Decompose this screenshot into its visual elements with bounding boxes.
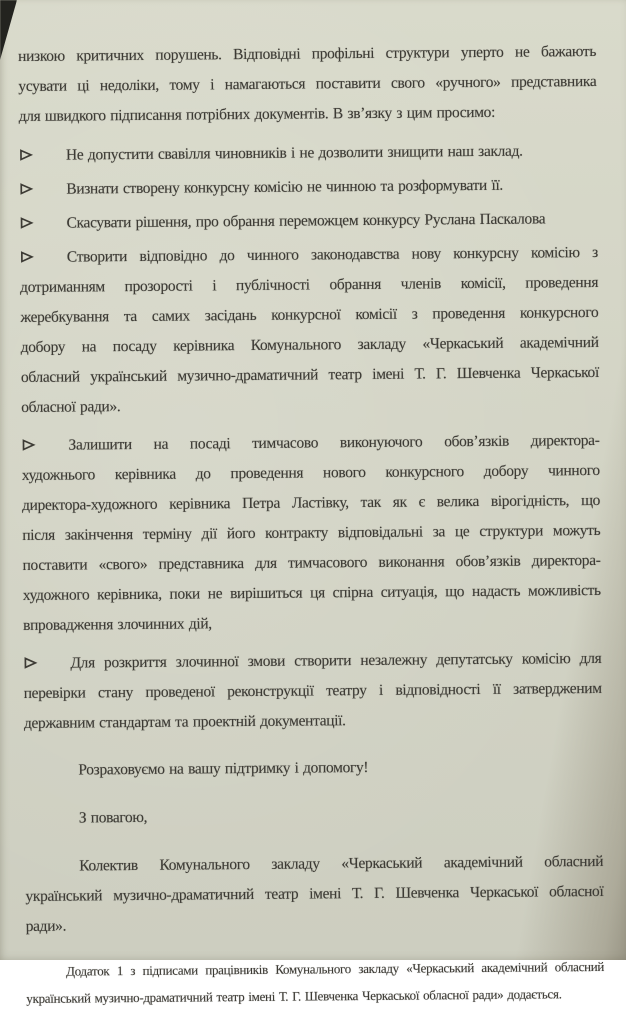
- paragraph: [21, 426, 601, 641]
- text-line: Колектив Комунального закладу «Черкаський академічний обласний: [25, 847, 603, 882]
- bullet-arrow-icon: [23, 650, 70, 680]
- text-line: низкою критичних порушень. Відповідні профільні структури уперто не бажають: [18, 37, 596, 72]
- paragraph: [24, 751, 602, 786]
- document-text: [18, 37, 604, 1012]
- text-line: Додаток 1 з підписами працівників Комунального закладу «Черкаський академічний обласний: [26, 953, 604, 985]
- paragraph: [25, 799, 603, 834]
- text-line: З повагою,: [25, 799, 603, 834]
- bullet-arrow-icon: [19, 210, 66, 240]
- text-line: український музично-драматичний театр імені Т. Г. Шевченка Черкаської обласної ради» додається.: [26, 980, 604, 1012]
- bullet-arrow-icon: [20, 244, 67, 274]
- text-line: український музично-драматичний театр імені Т. Г. Шевченка Черкаської обласної: [25, 877, 603, 912]
- text-line: добору на посаду керівника Комунального закладу «Черкаський академічний: [21, 328, 599, 363]
- text-line: Розраховуємо на вашу підтримку і допомогу!: [24, 751, 602, 786]
- text-line: обласний український музично-драматичний театр імені Т. Г. Шевченка Черкаської: [21, 358, 599, 393]
- paragraph: [19, 136, 597, 171]
- bullet-arrow-icon: [19, 176, 66, 206]
- bullet-arrow-icon: [21, 432, 68, 462]
- paragraph: [23, 644, 602, 739]
- text-line: жеребкування та самих засідань конкурсної комісії з проведення конкурсного: [20, 298, 598, 333]
- text-line: усувати ці недоліки, тому і намагаються поставити свого «ручного» представника: [18, 67, 596, 102]
- paragraph: [26, 953, 604, 1012]
- paragraph: [20, 238, 600, 423]
- text-line: Для розкриття злочинної змови створити незалежну депутатську комісію для: [23, 644, 601, 679]
- text-line: директора-художного керівника Петра Ластівку, так як є велика вірогідність, що: [22, 486, 600, 521]
- text-line: Створити відповідно до чинного законодавства нову конкурсну комісію з: [20, 238, 598, 273]
- text-line: обласної ради».: [21, 388, 599, 423]
- text-line: Не допустити свавілля чиновників і не дозволити знищити наш заклад.: [19, 136, 597, 171]
- text-line: державним стандартам та проектній документації.: [24, 704, 602, 739]
- text-line: для швидкого підписання потрібних документів. В зв’язку з цим просимо:: [19, 97, 597, 132]
- photo-corner-artifact: [0, 0, 17, 60]
- text-line: Скасувати рішення, про обрання переможцем конкурсу Руслана Паскалова: [19, 204, 597, 239]
- text-line: поставити «свого» представника для тимчасового виконання обов’язків директора-: [22, 546, 600, 581]
- text-line: дотриманням прозорості і публічності обрання членів комісії, проведення: [20, 268, 598, 303]
- text-line: Визнати створену конкурсну комісію не чинною та розформувати її.: [19, 170, 597, 205]
- text-line: перевірки стану проведеної реконструкції театру і відповідності її затвердженим: [24, 674, 602, 709]
- text-line: ради».: [26, 907, 604, 942]
- text-line: Залишити на посаді тимчасово виконуючого обов’язків директора-: [21, 426, 599, 461]
- text-line: після закінчення терміну дії його контракту відповідальні за це структури можуть: [22, 516, 600, 551]
- text-line: художного керівника, поки не вирішиться ця спірна ситуація, що надасть можливість: [23, 576, 601, 611]
- paragraph: [19, 204, 597, 239]
- text-line: впровадження злочинних дій,: [23, 606, 601, 641]
- bullet-arrow-icon: [19, 142, 66, 172]
- paragraph: [25, 847, 604, 942]
- text-line: художнього керівника до проведення нового конкурсного добору чинного: [22, 456, 600, 491]
- paragraph: [19, 170, 597, 205]
- paragraph: [18, 37, 597, 132]
